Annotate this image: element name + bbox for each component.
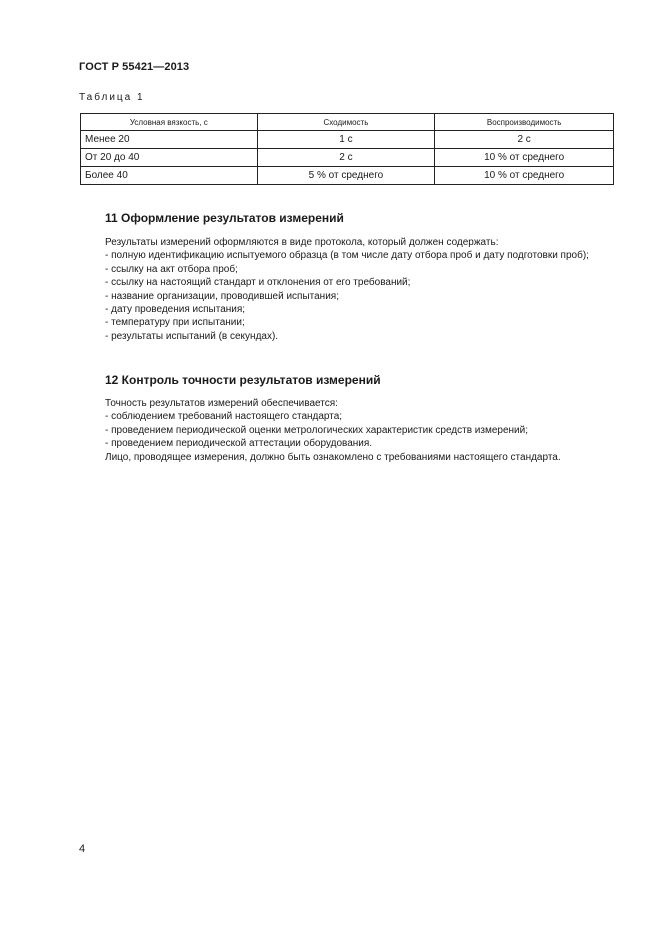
document-header: ГОСТ Р 55421—2013: [79, 61, 190, 73]
table-row: [81, 149, 614, 167]
list-item: - название организации, проводившей испытания;: [105, 290, 339, 302]
list-item: - ссылку на настоящий стандарт и отклонения от его требований;: [105, 277, 411, 289]
table-cell: 2 с: [435, 131, 614, 149]
table-cell: Менее 20: [81, 131, 258, 149]
section-11-body: [79, 236, 615, 343]
table-cell: 5 % от среднего: [257, 167, 435, 185]
table-cell: 10 % от среднего: [435, 149, 614, 167]
table-cell: 1 с: [257, 131, 435, 149]
list-item: - соблюдением требований настоящего стандарта;: [105, 411, 343, 423]
section-11-title: 11 Оформление результатов измерений: [105, 211, 344, 225]
list-item: - проведением периодической оценки метрологических характеристик средств измерений;: [105, 424, 528, 436]
list-item: - дату проведения испытания;: [105, 304, 246, 316]
table-header-cell: Воспроизводимость: [435, 114, 614, 131]
list-item: - проведением периодической аттестации оборудования.: [105, 438, 373, 450]
table-cell: 2 с: [257, 149, 435, 167]
table-header-row: [81, 114, 614, 131]
table-header-cell: Условная вязкость, с: [81, 114, 258, 131]
table-cell: От 20 до 40: [81, 149, 258, 167]
section-12-intro: Точность результатов измерений обеспечивается:: [105, 398, 338, 409]
table-cell: 10 % от среднего: [435, 167, 614, 185]
table-caption: Таблица 1: [79, 92, 145, 103]
list-item: - полную идентификацию испытуемого образца (в том числе дату отбора проб и дату подготовки проб);: [105, 250, 589, 262]
list-item: - ссылку на акт отбора проб;: [105, 263, 238, 275]
section-12-closing: Лицо, проводящее измерения, должно быть ознакомлено с требованиями настоящего стандарта.: [105, 451, 561, 463]
table-header-cell: Сходимость: [257, 114, 435, 131]
list-item: - результаты испытаний (в секундах).: [105, 330, 279, 342]
list-item: - температуру при испытании;: [105, 317, 245, 329]
page-number: 4: [79, 843, 86, 855]
section-12-title: 12 Контроль точности результатов измерений: [105, 373, 381, 387]
table-row: [81, 131, 614, 149]
section-12-body: [79, 397, 615, 464]
section-11-intro: Результаты измерений оформляются в виде протокола, который должен содержать:: [105, 237, 499, 248]
table-row: [81, 167, 614, 185]
data-table: [80, 113, 614, 185]
table-cell: Более 40: [81, 167, 258, 185]
